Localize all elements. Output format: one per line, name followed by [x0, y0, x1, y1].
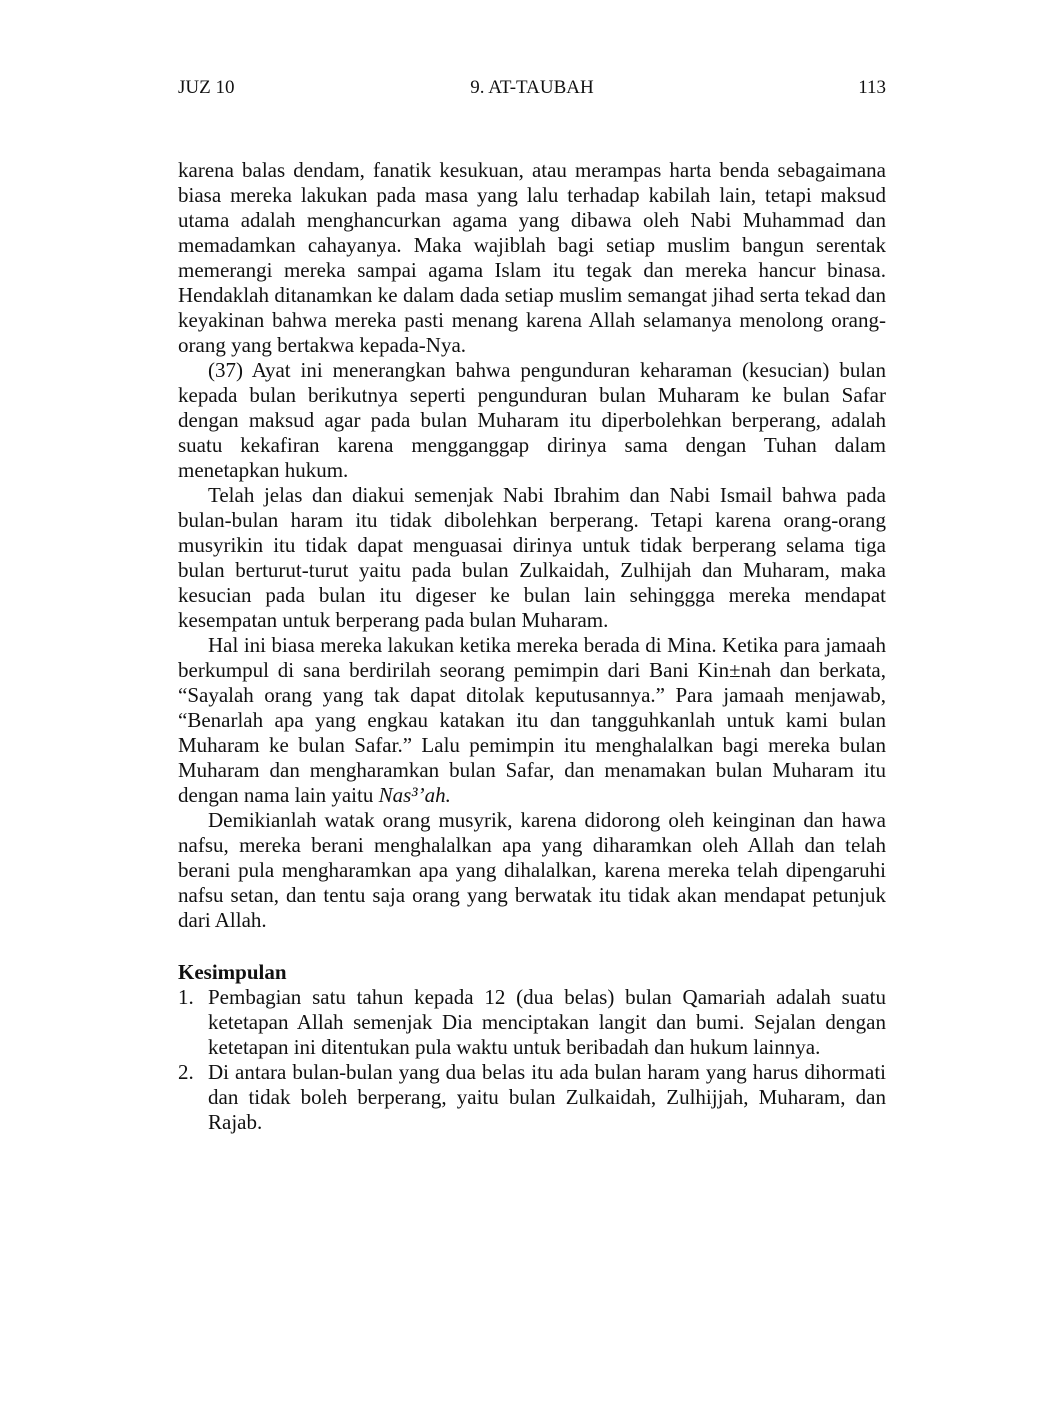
list-item-text: Pembagian satu tahun kepada 12 (dua belas) bulan Qamariah adalah suatu ketetapan Allah semenjak Dia menciptakan langit dan bumi. Sejalan dengan ketetapan ini ditentukan pula waktu untuk beribadah dan hukum lainnya. [208, 985, 886, 1059]
list-item-text: Di antara bulan-bulan yang dua belas itu ada bulan haram yang harus dihormati dan tidak boleh berperang, yaitu bulan Zulkaidah, Zulhijjah, Muharam, dan Rajab. [208, 1060, 886, 1134]
conclusion-list [178, 985, 886, 1135]
juz-label: JUZ 10 [178, 77, 235, 98]
paragraph-continued: karena balas dendam, fanatik kesukuan, atau merampas harta benda sebagaimana biasa mereka lakukan pada masa yang lalu terhadap kabilah lain, tetapi maksud utama adalah menghancurkan agama yang dibawa oleh Nabi Muhammad dan memadamkan cahayanya. Maka wajiblah bagi setiap muslim bangun serentak memerangi mereka sampai agama Islam itu tegak dan mereka hancur binasa. Hendaklah ditanamkan ke dalam dada setiap muslim semangat jihad serta tekad dan keyakinan bahwa mereka pasti menang karena Allah selamanya menolong orang-orang yang bertakwa kepada-Nya. [178, 158, 886, 357]
nasiah-term: Nas³’ah. [378, 783, 451, 807]
paragraph-sacred-months: Telah jelas dan diakui semenjak Nabi Ibrahim dan Nabi Ismail bahwa pada bulan-bulan haram itu tidak dibolehkan berperang. Tetapi karena orang-orang musyrikin itu tidak dapat menguasai dirinya untuk tidak berperang selama tiga bulan berturut-turut yaitu pada bulan Zulkaidah, Zulhijah dan Muharam, maka kesucian pada bulan itu digeser ke bulan lain sehinggga mereka mendapat kesempatan untuk berperang pada bulan Muharam. [178, 483, 886, 632]
conclusion-heading: Kesimpulan [178, 960, 287, 984]
main-text [178, 158, 886, 1135]
running-header [178, 76, 886, 100]
chapter-title: 9. AT-TAUBAH [470, 77, 594, 98]
list-item [178, 1060, 886, 1135]
paragraph-mina [178, 633, 886, 808]
paragraph-verse-37: (37) Ayat ini menerangkan bahwa pengunduran keharaman (kesucian) bulan kepada bulan berikutnya seperti pengunduran bulan Muharam ke bulan Safar dengan maksud agar pada bulan Muharam itu diperbolehkan berperang, adalah suatu kekafiran karena mengganggap dirinya sama dengan Tuhan dalam menetapkan hukum. [178, 358, 886, 482]
list-item-number: 1. [178, 985, 194, 1009]
list-item-number: 2. [178, 1060, 194, 1084]
paragraph-mina-text: Hal ini biasa mereka lakukan ketika mereka berada di Mina. Ketika para jamaah berkumpul di sana berdirilah seorang pemimpin dari Bani Kin±nah dan berkata, “Sayalah orang yang tak dapat ditolak keputusannya.” Para jamaah menjawab, “Benarlah apa yang engkau katakan itu dan tangguhkanlah untuk kami bulan Muharam ke bulan Safar.” Lalu pemimpin itu menghalalkan bagi mereka bulan Muharam dan mengharamkan bulan Safar, dan menamakan bulan Muharam itu dengan nama lain yaitu [178, 633, 886, 807]
list-item [178, 985, 886, 1060]
page-number: 113 [858, 77, 886, 98]
paragraph-musyrik: Demikianlah watak orang musyrik, karena didorong oleh keinginan dan hawa nafsu, mereka berani menghalalkan apa yang diharamkan oleh Allah dan telah berani pula mengharamkan apa yang dihalalkan, karena mereka telah dipengaruhi nafsu setan, dan tentu saja orang yang berwatak itu tidak akan mendapat petunjuk dari Allah. [178, 808, 886, 932]
